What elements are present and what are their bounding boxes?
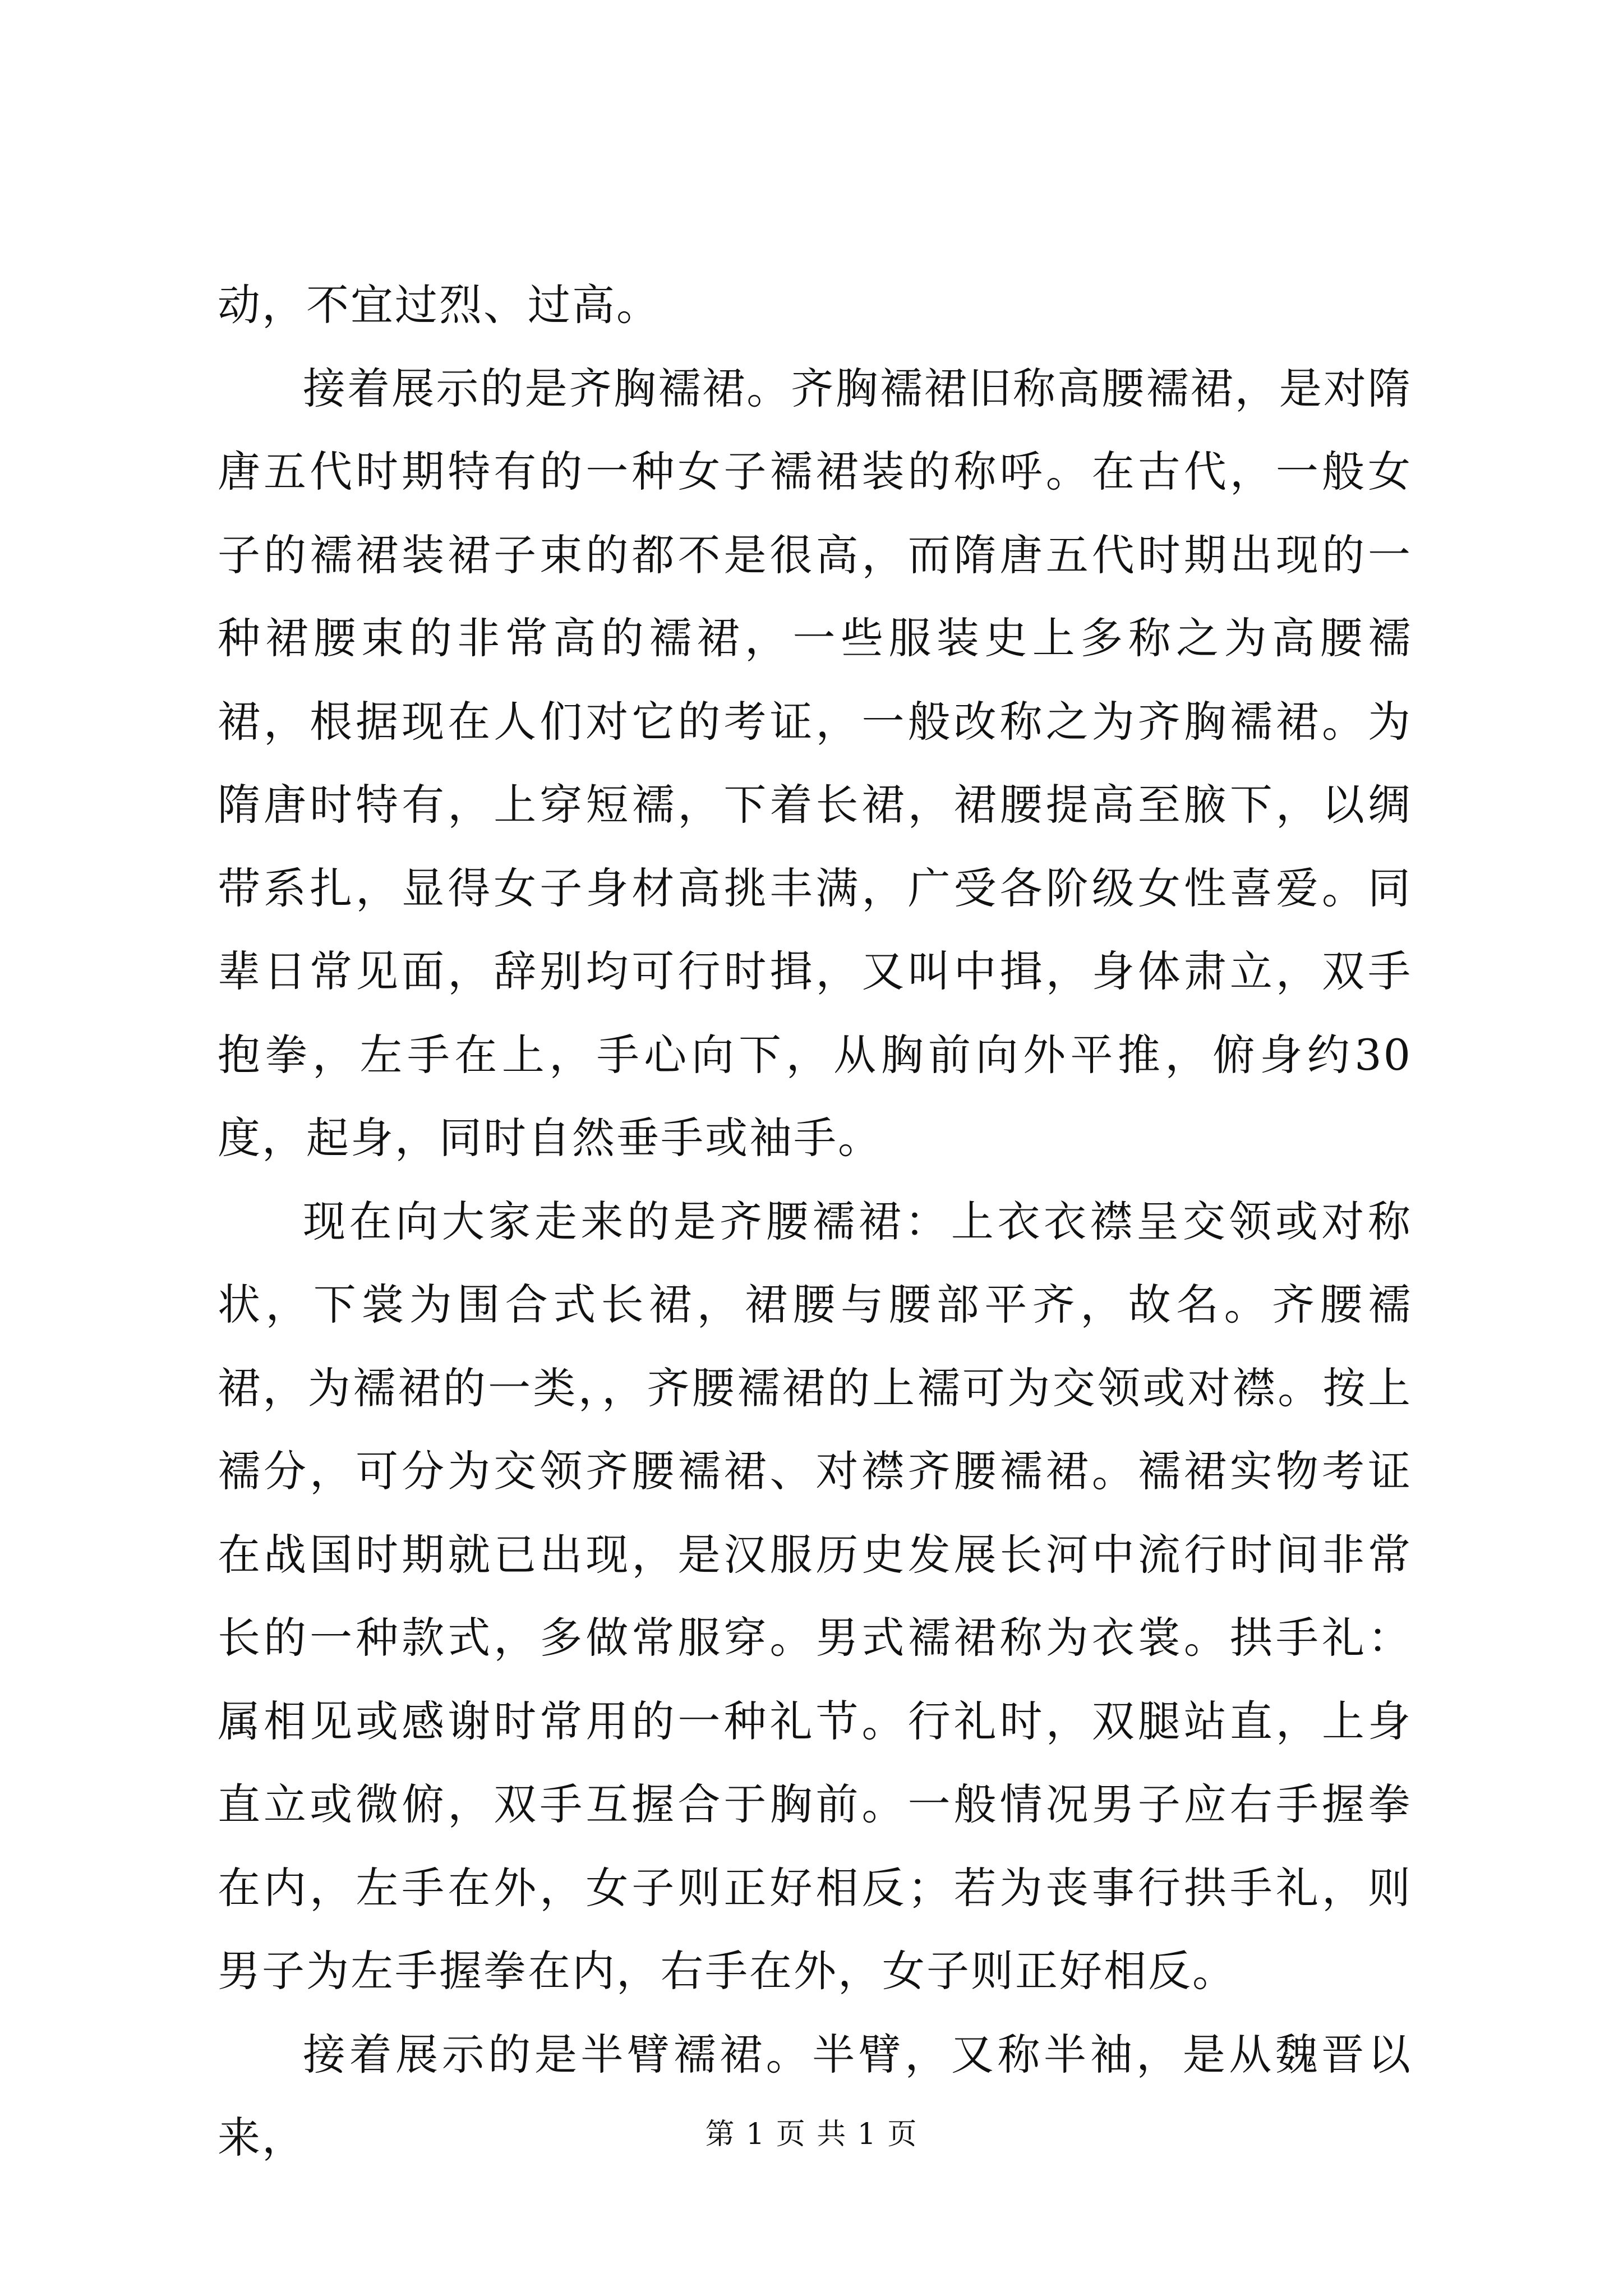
paragraph-banbi-ruqun: 接着展示的是半臂襦裙。半臂，又称半袖，是从魏晋以来， xyxy=(218,2029,1412,2162)
document-body xyxy=(218,264,1412,2180)
page-number-label: 第 1 页 共 1 页 xyxy=(705,2118,918,2151)
paragraph-qiyao-ruqun: 现在向大家走来的是齐腰襦裙：上衣衣襟呈交领或对称状，下裳为围合式长裙，裙腰与腰部平齐，故名。齐腰襦裙，为襦裙的一类，，齐腰襦裙的上襦可为交领或对襟。按上襦分，可分为交领齐腰襦裙、对襟齐腰襦裙。襦裙实物考证在战国时期就已出现，是汉服历史发展长河中流行时间非常长的一种款式，多做常服穿。男式襦裙称为衣裳。拱手礼：属相见或感谢时常用的一种礼节。行礼时，双腿站直，上身直立或微俯，双手互握合于胸前。一般情况男子应右手握拳在内，左手在外，女子则正好相反；若为丧事行拱手礼，则男子为左手握拳在内，右手在外，女子则正好相反。 xyxy=(218,1196,1412,1996)
page-footer xyxy=(0,2115,1623,2154)
paragraph-continuation: 动，不宜过烈、过高。 xyxy=(218,280,661,330)
paragraph-qixiong-ruqun: 接着展示的是齐胸襦裙。齐胸襦裙旧称高腰襦裙，是对隋唐五代时期特有的一种女子襦裙装的称呼。在古代，一般女子的襦裙装裙子束的都不是很高，而隋唐五代时期出现的一种裙腰束的非常高的襦裙，一些服装史上多称之为高腰襦裙，根据现在人们对它的考证，一般改称之为齐胸襦裙。为隋唐时特有，上穿短襦，下着长裙，裙腰提高至腋下，以绸带系扎，显得女子身材高挑丰满，广受各阶级女性喜爱。同辈日常见面，辞别均可行时揖，又叫中揖，身体肃立，双手抱拳，左手在上，手心向下，从胸前向外平推，俯身约30度，起身，同时自然垂手或袖手。 xyxy=(218,363,1412,1163)
